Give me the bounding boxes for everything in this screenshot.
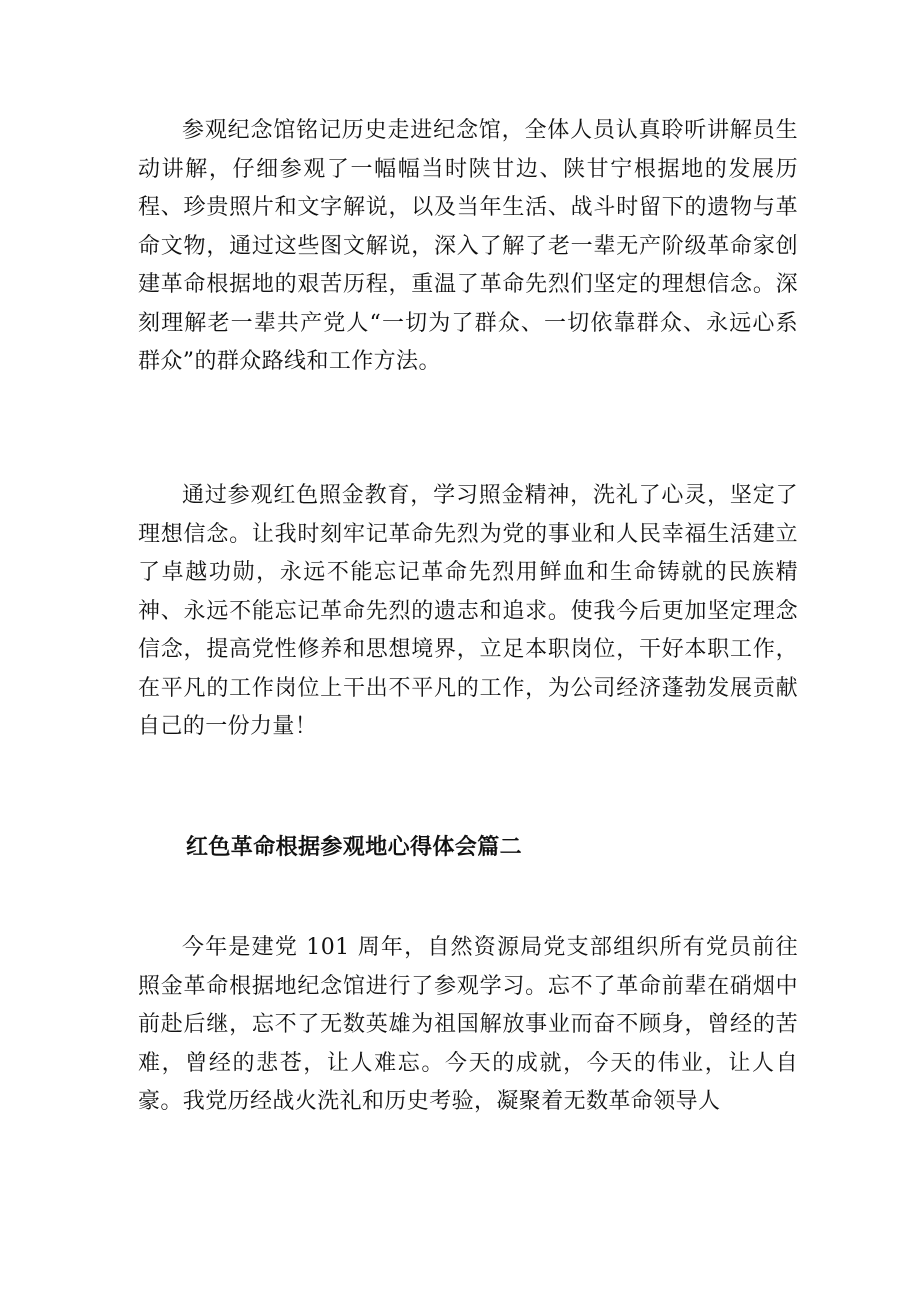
- paragraph-section-two: 今年是建党 101 周年，自然资源局党支部组织所有党员前往照金革命根据地纪念馆进行了参观学习。忘不了革命前辈在硝烟中前赴后继，忘不了无数英雄为祖国解放事业而奋不顾身，曾经的苦难，曾经的悲苍，让人难忘。今天的成就，今天的伟业，让人自豪。我党历经战火洗礼和历史考验，凝聚着无数革命领导人: [138, 935, 798, 1114]
- paragraph-memorial-visit: 参观纪念馆铭记历史走进纪念馆，全体人员认真聆听讲解员生动讲解，仔细参观了一幅幅当时陕甘边、陕甘宁根据地的发展历程、珍贵照片和文字解说，以及当年生活、战斗时留下的遗物与革命文物，通过这些图文解说，深入了解了老一辈无产阶级革命家创建革命根据地的艰苦历程，重温了革命先烈们坚定的理想信念。深刻理解老一辈共产党人“一切为了群众、一切依靠群众、永远心系群众”的群众路线和工作方法。: [138, 118, 798, 374]
- section-heading: 红色革命根据参观地心得体会篇二: [186, 835, 523, 860]
- paragraph-zhaojin-education: 通过参观红色照金教育，学习照金精神，洗礼了心灵，坚定了理想信念。让我时刻牢记革命先烈为党的事业和人民幸福生活建立了卓越功勋，永远不能忘记革命先烈用鲜血和生命铸就的民族精神、永远不能忘记革命先烈的遗志和追求。使我今后更加坚定理念信念，提高党性修养和思想境界，立足本职岗位，干好本职工作，在平凡的工作岗位上干出不平凡的工作，为公司经济蓬勃发展贡献自己的一份力量！: [138, 483, 798, 739]
